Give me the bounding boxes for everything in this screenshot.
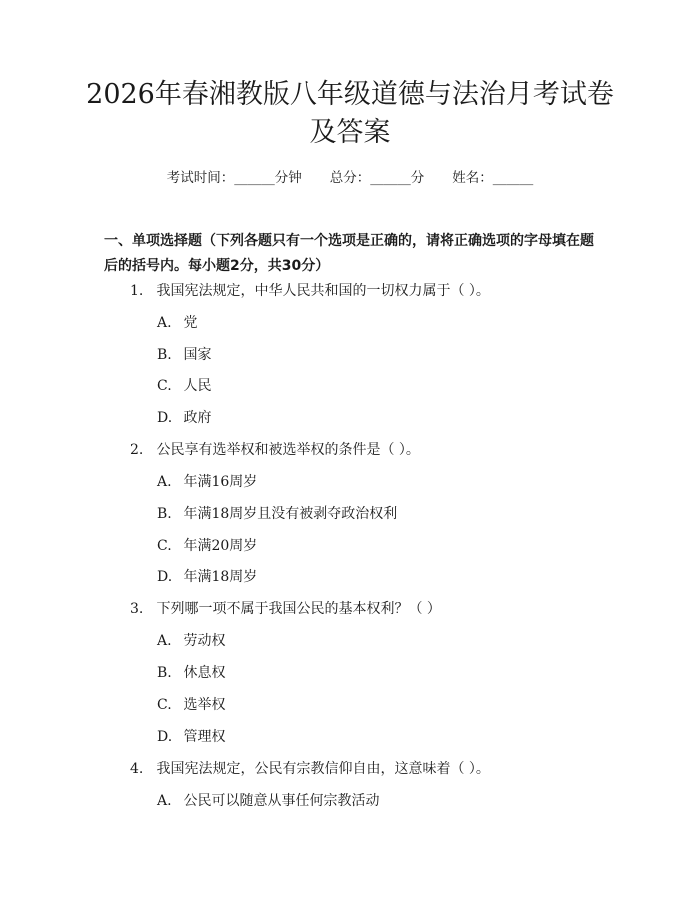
option-text: 年满18周岁 [183,569,258,585]
option-label: C. [157,697,172,713]
total-score-field: 总分：______分 [329,170,425,186]
option-label: B. [157,506,172,522]
option-text: 年满16周岁 [183,474,258,490]
option-text: 年满18周岁且没有被剥夺政治权利 [183,506,398,522]
option-text: 政府 [183,410,212,426]
question-2-option-b [157,504,397,524]
exam-title-line2: 及答案 [309,117,391,148]
option-label: A. [157,633,172,649]
option-text: 国家 [183,347,212,363]
option-text: 管理权 [183,729,226,745]
question-number: 3. [130,601,144,617]
question-text: 下列哪一项不属于我国公民的基本权利？（ ） [156,601,441,617]
option-text: 休息权 [183,665,226,681]
option-label: C. [157,538,172,554]
exam-time-field: 考试时间：______分钟 [166,170,302,186]
exam-title-line1: 2026年春湘教版八年级道德与法治月考试卷 [86,79,614,110]
question-3-option-c [157,695,225,715]
question-3-option-a [157,631,225,651]
option-label: A. [157,474,172,490]
option-label: D. [157,410,173,426]
question-number: 2. [130,442,144,458]
question-3 [130,599,441,619]
question-2-option-c [157,536,257,556]
question-text: 我国宪法规定，公民有宗教信仰自由，这意味着（ ）。 [156,761,490,777]
question-text: 我国宪法规定，中华人民共和国的一切权力属于（ ）。 [156,283,490,299]
section-heading: 一、单项选择题（下列各题只有一个选项是正确的，请将正确选项的字母填在题后的括号内。每小题2分，共30分） [104,233,594,274]
option-label: B. [157,347,172,363]
option-text: 年满20周岁 [183,538,258,554]
question-number: 4. [130,761,144,777]
option-text: 劳动权 [183,633,226,649]
question-2 [130,440,420,460]
question-4-option-a [157,791,379,811]
option-label: A. [157,793,172,809]
option-text: 公民可以随意从事任何宗教活动 [183,793,380,809]
exam-meta [0,168,700,188]
option-text: 人民 [183,378,212,394]
question-1-option-a [157,313,197,333]
student-name-field: 姓名：______ [452,170,534,186]
question-2-option-a [157,472,257,492]
question-1-option-d [157,408,211,428]
option-label: D. [157,729,173,745]
option-label: C. [157,378,172,394]
option-label: A. [157,315,172,331]
question-text: 公民享有选举权和被选举权的条件是（ ）。 [156,442,420,458]
question-1-option-c [157,376,211,396]
option-text: 党 [183,315,198,331]
question-2-option-d [157,567,257,587]
option-label: D. [157,569,173,585]
exam-title [60,76,640,152]
question-number: 1. [130,283,144,299]
question-1 [130,281,490,301]
option-text: 选举权 [183,697,226,713]
question-3-option-d [157,727,225,747]
question-3-option-b [157,663,225,683]
question-1-option-b [157,345,211,365]
question-4 [130,759,490,779]
option-label: B. [157,665,172,681]
